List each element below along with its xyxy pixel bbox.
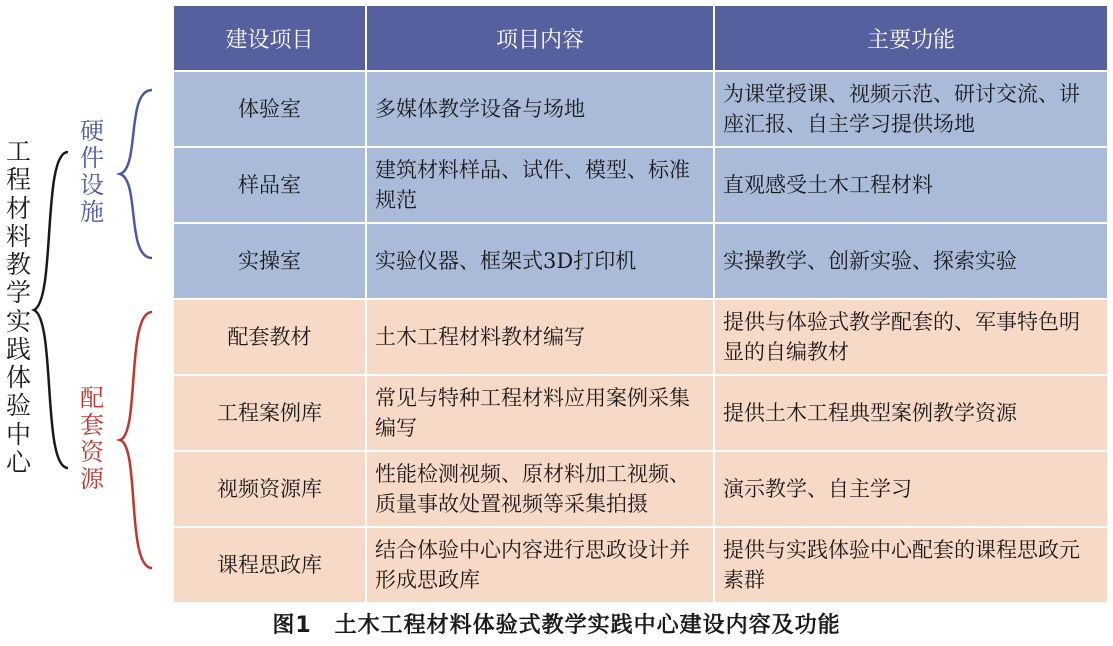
row-name: 样品室 — [174, 147, 366, 223]
row-name: 工程案例库 — [174, 375, 366, 451]
figure-caption: 图1 土木工程材料体验式教学实践中心建设内容及功能 — [272, 613, 841, 638]
table-row — [174, 71, 1107, 147]
row-content: 结合体验中心内容进行思政设计并形成思政库 — [366, 527, 714, 602]
table-row — [174, 147, 1107, 223]
row-content: 常见与特种工程材料应用案例采集编写 — [366, 375, 714, 451]
row-function: 为课堂授课、视频示范、研讨交流、讲座汇报、自主学习提供场地 — [714, 71, 1107, 147]
table-row — [174, 451, 1107, 527]
resources-brace — [116, 310, 156, 570]
row-content: 多媒体教学设备与场地 — [366, 71, 714, 147]
row-content: 实验仪器、框架式3D打印机 — [366, 223, 714, 299]
hardware-brace — [116, 88, 156, 260]
row-function: 提供与体验式教学配套的、军事特色明显的自编教材 — [714, 299, 1107, 375]
table-row — [174, 527, 1107, 602]
row-content: 建筑材料样品、试件、模型、标准规范 — [366, 147, 714, 223]
row-content: 土木工程材料教材编写 — [366, 299, 714, 375]
table-row — [174, 223, 1107, 299]
header-project: 建设项目 — [174, 6, 366, 71]
table-header-row — [174, 6, 1107, 71]
row-function: 提供与实践体验中心配套的课程思政元素群 — [714, 527, 1107, 602]
table-row — [174, 299, 1107, 375]
row-function: 提供土木工程典型案例教学资源 — [714, 375, 1107, 451]
row-name: 实操室 — [174, 223, 366, 299]
row-function: 演示教学、自主学习 — [714, 451, 1107, 527]
construction-table — [174, 6, 1107, 602]
row-function: 直观感受土木工程材料 — [714, 147, 1107, 223]
row-name: 配套教材 — [174, 299, 366, 375]
resources-group-label: 配 套 资 源 — [80, 384, 104, 493]
row-name: 视频资源库 — [174, 451, 366, 527]
row-function: 实操教学、创新实验、探索实验 — [714, 223, 1107, 299]
row-content: 性能检测视频、原材料加工视频、质量事故处置视频等采集拍摄 — [366, 451, 714, 527]
main-brace — [30, 150, 70, 470]
center-title-vertical: 工 程 材 料 教 学 实 践 体 验 中 心 — [6, 137, 32, 477]
row-name: 课程思政库 — [174, 527, 366, 602]
row-name: 体验室 — [174, 71, 366, 147]
hardware-group-label: 硬 件 设 施 — [80, 117, 104, 226]
table-row — [174, 375, 1107, 451]
header-content: 项目内容 — [366, 6, 714, 71]
header-function: 主要功能 — [714, 6, 1107, 71]
